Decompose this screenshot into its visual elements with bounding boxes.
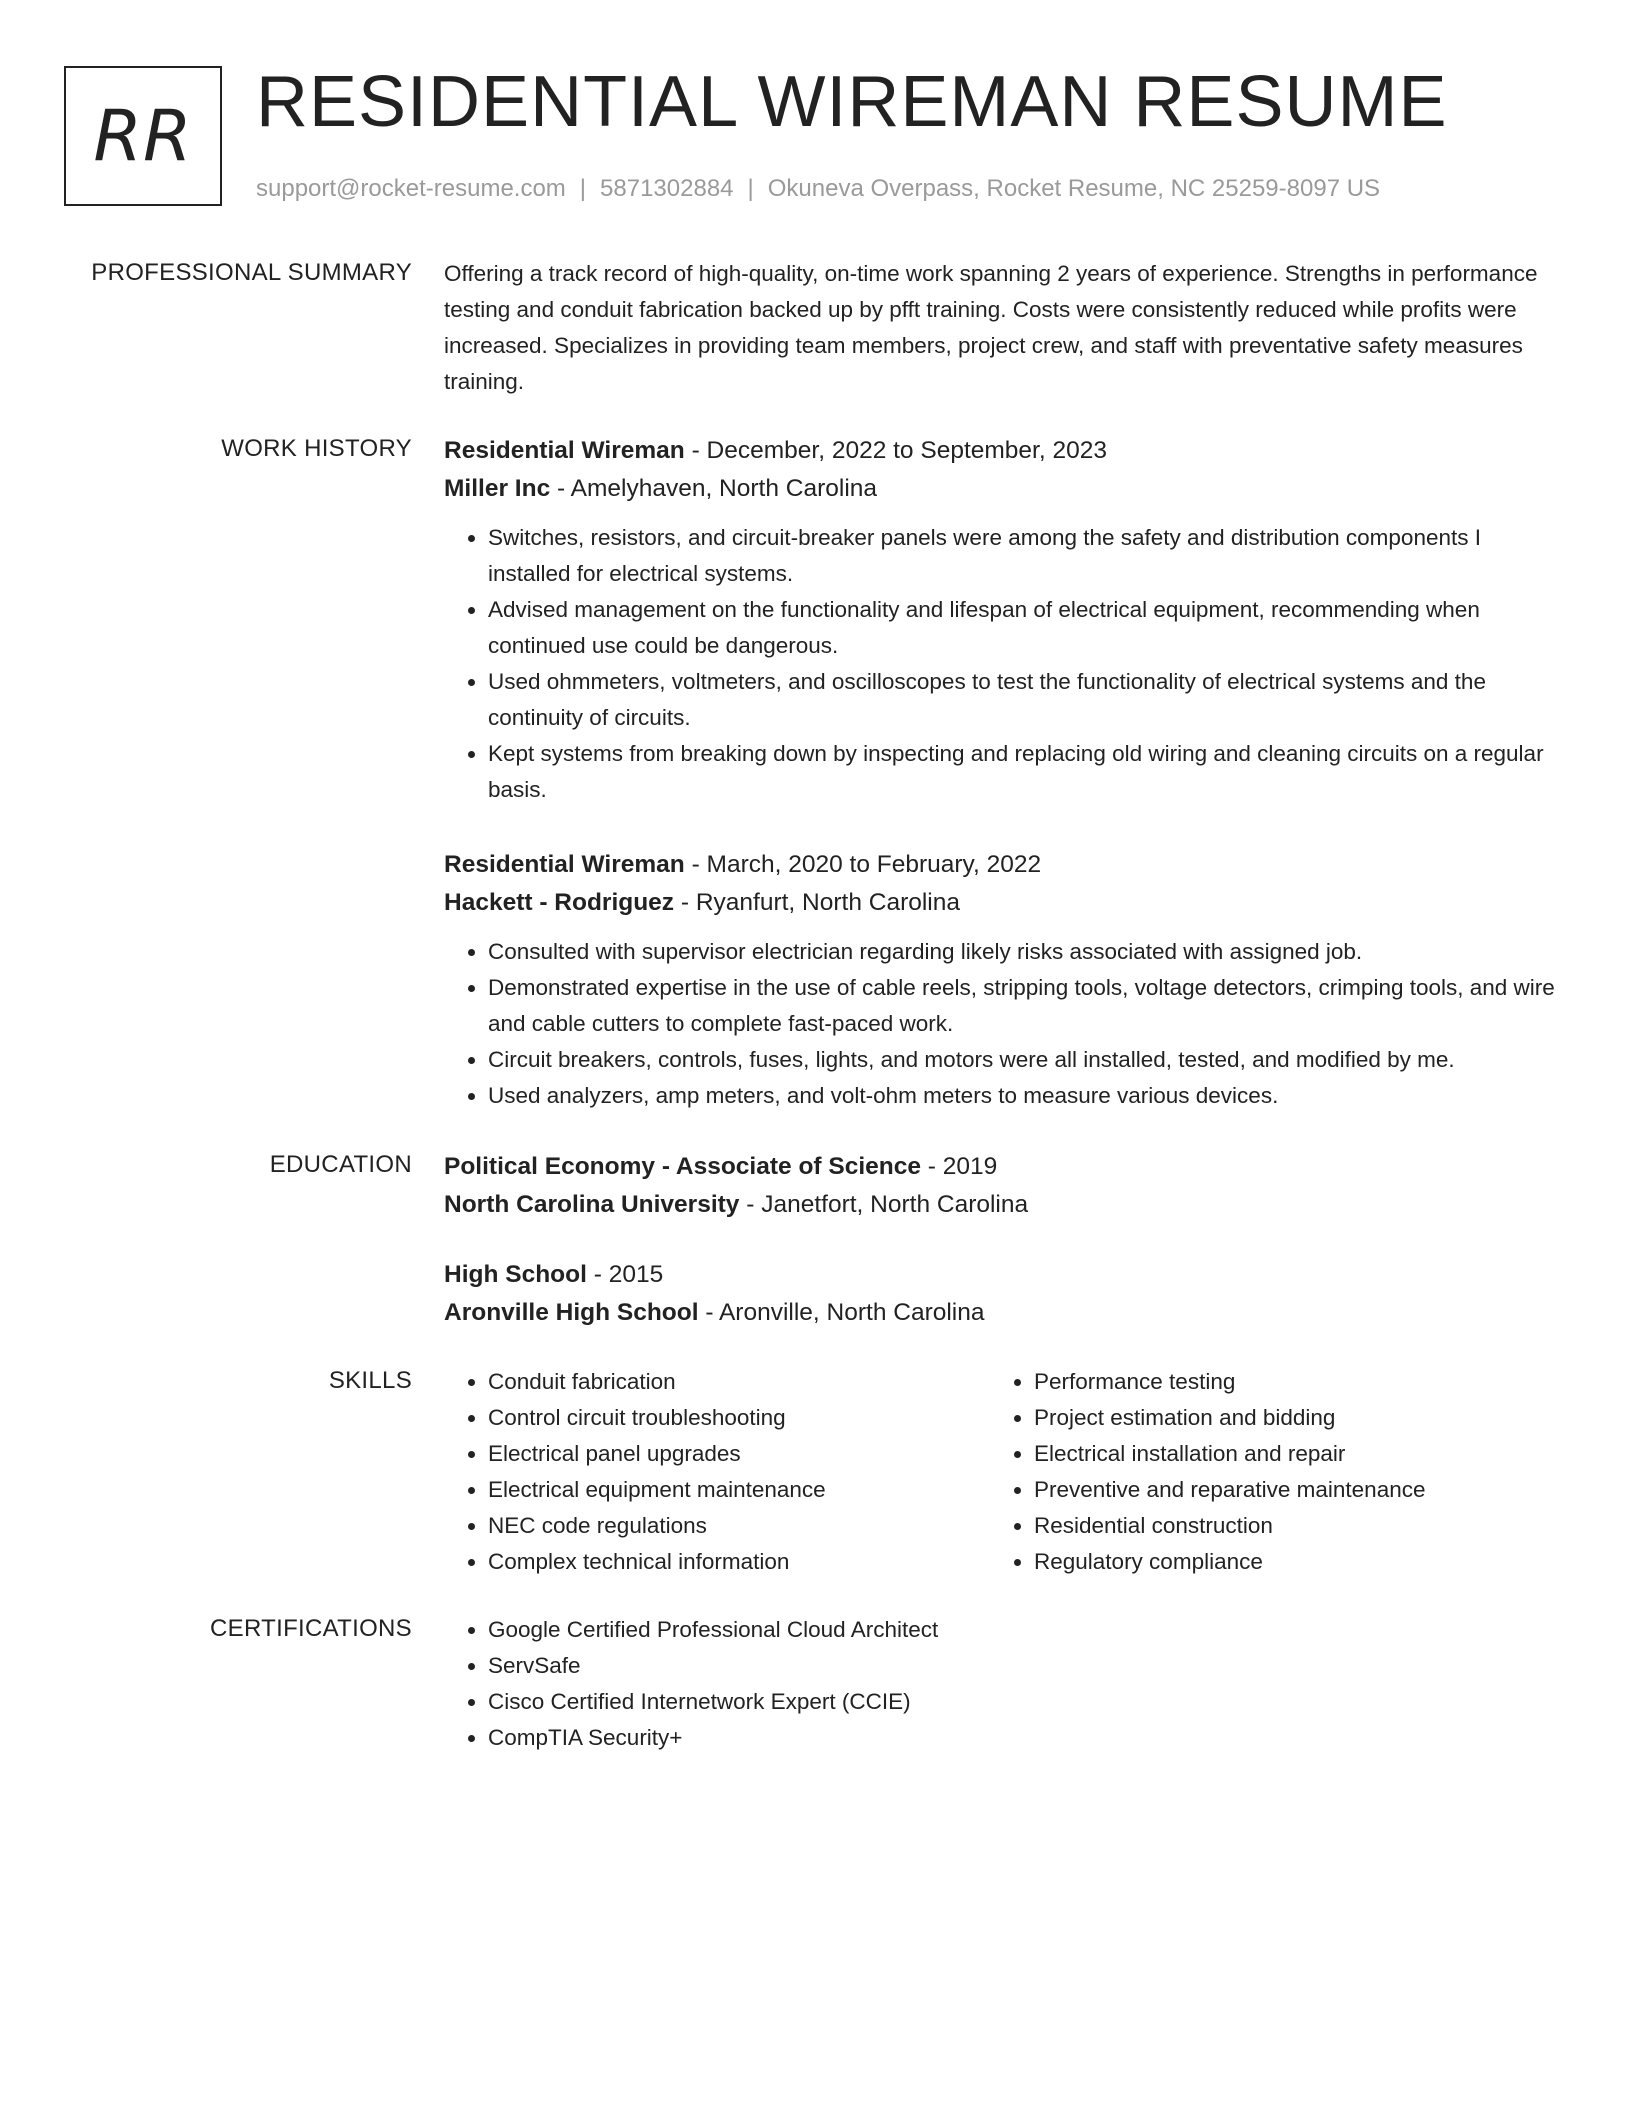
work-history-body <box>444 432 1564 1152</box>
contact-phone: 5871302884 <box>600 175 734 202</box>
job-bullet: • Kept systems from breaking down by inspecting and replacing old wiring and cleaning circuits on a regular basis. <box>488 736 1564 808</box>
contact-email: support@rocket-resume.com <box>256 175 566 202</box>
work-history-heading: WORK HISTORY <box>221 435 412 462</box>
skill-item: • Residential construction <box>1034 1508 1550 1544</box>
job-company-line <box>444 470 1564 508</box>
degree-name: High School <box>444 1261 587 1288</box>
certifications-body <box>444 1612 1564 1756</box>
skill-item: • Complex technical information <box>488 1544 990 1580</box>
job-dates: - March, 2020 to February, 2022 <box>684 851 1042 878</box>
job-bullet: • Used analyzers, amp meters, and volt-ohm meters to measure various devices. <box>488 1078 1564 1114</box>
skill-item: • Regulatory compliance <box>1034 1544 1550 1580</box>
school-location: - Janetfort, North Carolina <box>739 1191 1029 1218</box>
degree-line <box>444 1256 1564 1294</box>
certification-item: • Cisco Certified Internetwork Expert (CCIE) <box>488 1684 1564 1720</box>
job-bullet: • Used ohmmeters, voltmeters, and oscilloscopes to test the functionality of electrical systems and the continuity of circuits. <box>488 664 1564 736</box>
summary-text: Offering a track record of high-quality, on-time work spanning 2 years of experience. Strengths in performance testing and conduit fabrication backed up by pfft training. Costs were consistently reduced while profits were increased. Specializes in providing team members, project crew, and staff with preventative safety measures training. <box>444 261 1538 394</box>
job-bullet: • Demonstrated expertise in the use of cable reels, stripping tools, voltage detectors, crimping tools, and wire and cable cutters to complete fast-paced work. <box>488 970 1564 1042</box>
job-title: Residential Wireman <box>444 851 685 878</box>
monogram-logo: RR <box>64 66 222 206</box>
skill-item: • Project estimation and bidding <box>1034 1400 1550 1436</box>
school-line <box>444 1294 1564 1332</box>
certification-item: • Google Certified Professional Cloud Architect <box>488 1612 1564 1648</box>
degree-line <box>444 1148 1564 1186</box>
degree-name: Political Economy - Associate of Science <box>444 1153 921 1180</box>
skills-heading: SKILLS <box>328 1367 412 1394</box>
school-location: - Aronville, North Carolina <box>698 1299 985 1326</box>
job-bullet: • Circuit breakers, controls, fuses, lights, and motors were all installed, tested, and modified by me. <box>488 1042 1564 1078</box>
school-line <box>444 1186 1564 1224</box>
job-title: Residential Wireman <box>444 437 685 464</box>
skill-item: • Electrical equipment maintenance <box>488 1472 990 1508</box>
page-title: RESIDENTIAL WIREMAN RESUME <box>256 62 1448 142</box>
skills-body <box>444 1364 1564 1580</box>
job-bullet: • Consulted with supervisor electrician regarding likely risks associated with assigned job. <box>488 934 1564 970</box>
job-bullet: • Switches, resistors, and circuit-breaker panels were among the safety and distribution components I installed for electrical systems. <box>488 520 1564 592</box>
certification-item: • ServSafe <box>488 1648 1564 1684</box>
skills-columns <box>444 1364 1564 1580</box>
job-bullet: • Advised management on the functionality and lifespan of electrical equipment, recommending when continued use could be dangerous. <box>488 592 1564 664</box>
contact-line <box>256 172 1380 206</box>
certification-item: • CompTIA Security+ <box>488 1720 1564 1756</box>
degree-year: - 2015 <box>586 1261 664 1288</box>
contact-address: Okuneva Overpass, Rocket Resume, NC 25259-8097 US <box>767 175 1381 202</box>
certifications-list <box>444 1612 1564 1756</box>
job-entry <box>444 846 1564 1114</box>
skill-item: • NEC code regulations <box>488 1508 990 1544</box>
job-company-line <box>444 884 1564 922</box>
contact-separator: | <box>579 175 587 202</box>
degree-year: - 2019 <box>921 1153 998 1180</box>
school-name: North Carolina University <box>444 1191 740 1218</box>
skill-item: • Electrical panel upgrades <box>488 1436 990 1472</box>
skill-item: • Performance testing <box>1034 1364 1550 1400</box>
skill-item: • Preventive and reparative maintenance <box>1034 1472 1550 1508</box>
job-company: Miller Inc <box>444 475 551 502</box>
skills-list-right <box>990 1364 1550 1580</box>
summary-body <box>444 256 1564 400</box>
skills-column-right <box>990 1364 1550 1580</box>
job-dates: - December, 2022 to September, 2023 <box>684 437 1107 464</box>
summary-heading: PROFESSIONAL SUMMARY <box>91 259 412 286</box>
job-title-line <box>444 846 1564 884</box>
education-body <box>444 1148 1564 1364</box>
job-location: - Ryanfurt, North Carolina <box>674 889 960 916</box>
skills-list-left <box>444 1364 990 1580</box>
skills-column-left <box>444 1364 990 1580</box>
skill-item: • Electrical installation and repair <box>1034 1436 1550 1472</box>
job-location: - Amelyhaven, North Carolina <box>550 475 878 502</box>
job-entry <box>444 432 1564 808</box>
contact-separator: | <box>747 175 754 202</box>
education-entry <box>444 1256 1564 1332</box>
skill-item: • Control circuit troubleshooting <box>488 1400 990 1436</box>
job-bullets <box>444 934 1564 1114</box>
job-title-line <box>444 432 1564 470</box>
job-company: Hackett - Rodriguez <box>444 889 675 916</box>
certifications-heading: CERTIFICATIONS <box>210 1615 412 1642</box>
job-bullets <box>444 520 1564 808</box>
education-entry <box>444 1148 1564 1224</box>
school-name: Aronville High School <box>444 1299 699 1326</box>
education-heading: EDUCATION <box>269 1151 412 1178</box>
skill-item: • Conduit fabrication <box>488 1364 990 1400</box>
